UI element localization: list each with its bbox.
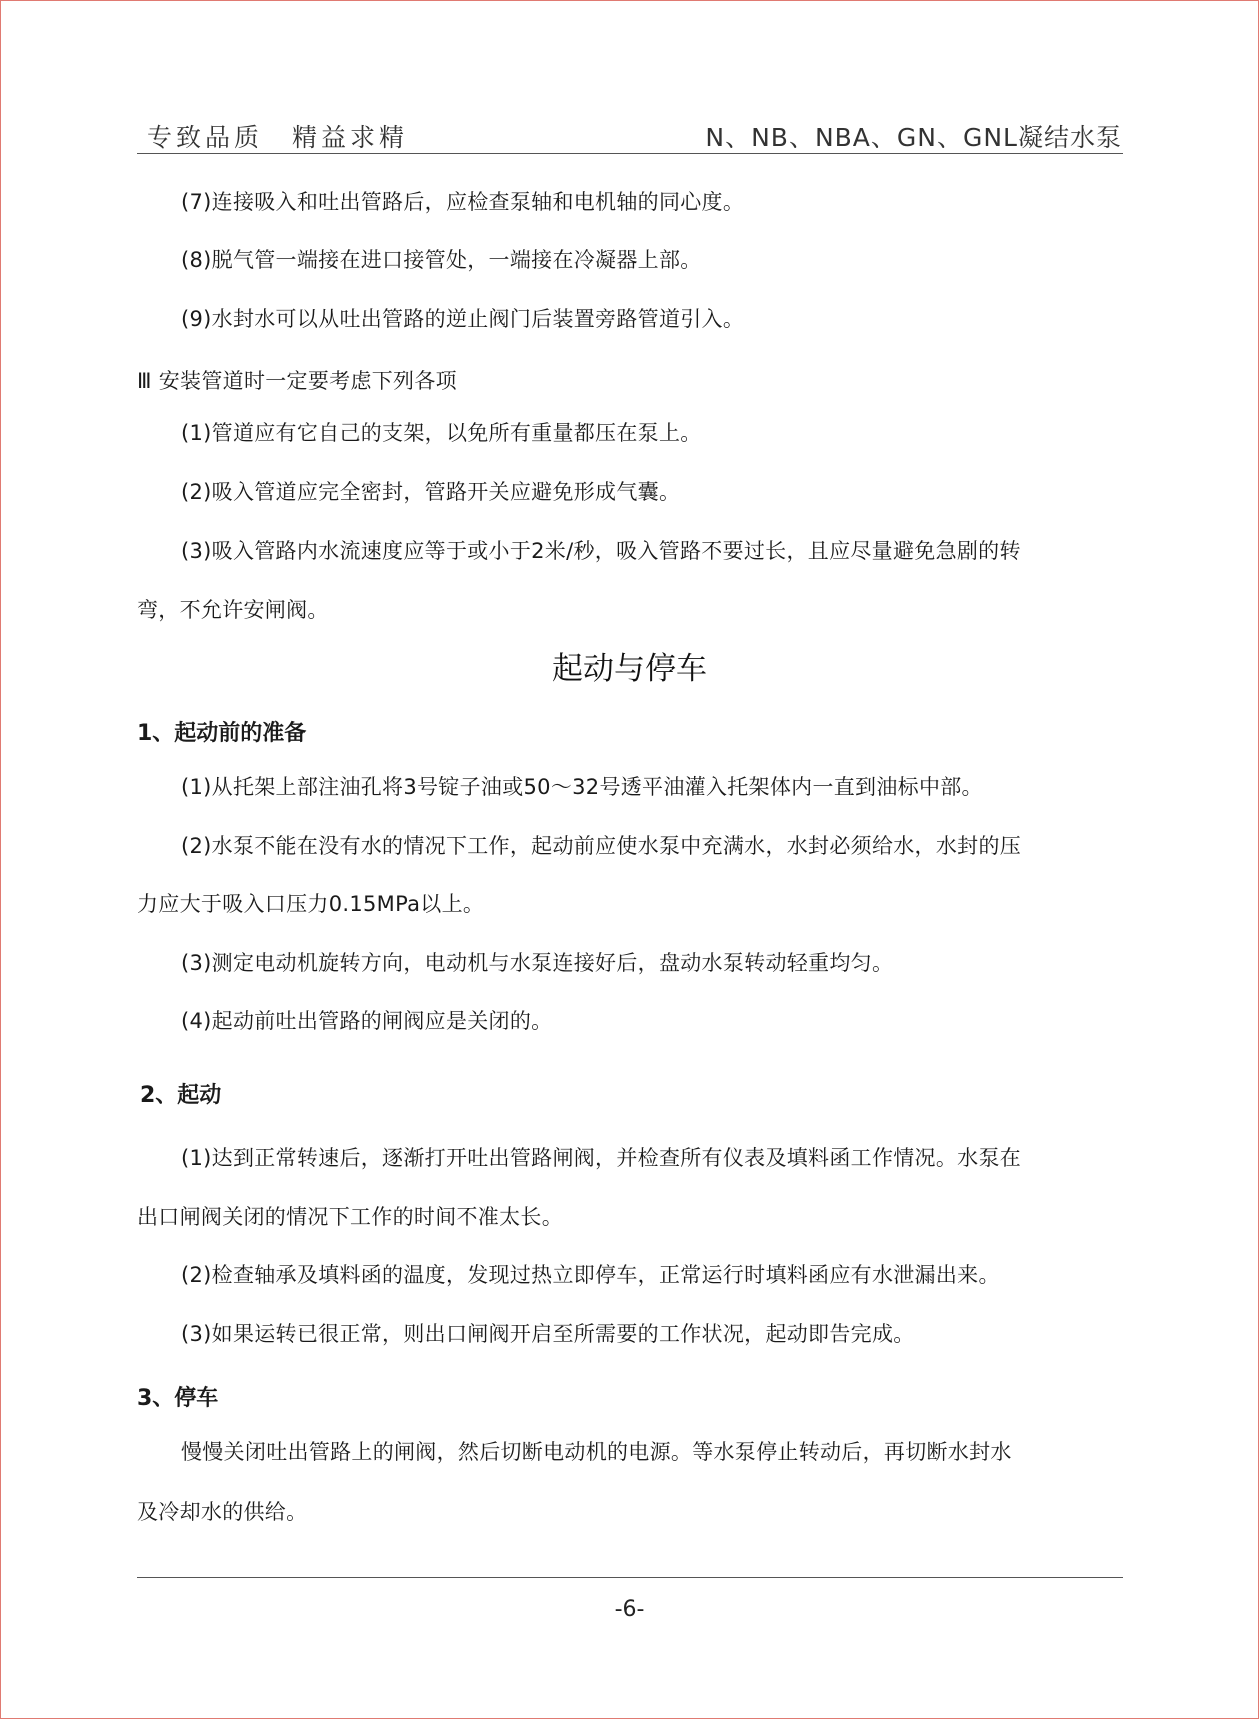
list-item: (1)达到正常转速后，逐渐打开吐出管路闸阀，并检查所有仪表及填料函工作情况。水泵在 — [181, 1146, 1022, 1170]
list-item: (3)测定电动机旋转方向，电动机与水泵连接好后，盘动水泵转动轻重均匀。 — [181, 951, 894, 975]
paragraph-continuation: 及冷却水的供给。 — [137, 1500, 308, 1524]
list-item: (1)管道应有它自己的支架，以免所有重量都压在泵上。 — [181, 421, 702, 445]
page-title: 起动与停车 — [552, 651, 707, 687]
list-item: (2)水泵不能在没有水的情况下工作，起动前应使水泵中充满水，水封必须给水，水封的压 — [181, 834, 1022, 858]
list-item-continuation: 力应大于吸入口压力0.15MPa以上。 — [137, 892, 485, 916]
list-item-continuation: 弯，不允许安闸阀。 — [137, 598, 329, 622]
header-product-name: N、NB、NBA、GN、GNL凝结水泵 — [705, 123, 1122, 152]
header-rule — [137, 153, 1123, 154]
paragraph: 慢慢关闭吐出管路上的闸阀，然后切断电动机的电源。等水泵停止转动后，再切断水封水 — [181, 1440, 1012, 1464]
section-heading: 3、停车 — [137, 1386, 219, 1411]
list-item: (3)吸入管路内水流速度应等于或小于2米/秒，吸入管路不要过长，且应尽量避免急剧的转 — [181, 539, 1021, 563]
section-heading: 2、起动 — [140, 1083, 222, 1108]
list-item-continuation: 出口闸阀关闭的情况下工作的时间不准太长。 — [137, 1205, 563, 1229]
list-item: (3)如果运转已很正常，则出口闸阀开启至所需要的工作状况，起动即告完成。 — [181, 1322, 915, 1346]
list-item: (1)从托架上部注油孔将3号锭子油或50～32号透平油灌入托架体内一直到油标中部。 — [181, 775, 983, 799]
list-item: (4)起动前吐出管路的闸阀应是关闭的。 — [181, 1009, 553, 1033]
list-item: (8)脱气管一端接在进口接管处，一端接在冷凝器上部。 — [181, 248, 702, 272]
section-heading: 1、起动前的准备 — [137, 721, 307, 746]
list-item: (9)水封水可以从吐出管路的逆止阀门后装置旁路管道引入。 — [181, 307, 745, 331]
list-item: (2)检查轴承及填料函的温度，发现过热立即停车，正常运行时填料函应有水泄漏出来。 — [181, 1263, 1000, 1287]
list-item: (7)连接吸入和吐出管路后，应检查泵轴和电机轴的同心度。 — [181, 190, 745, 214]
header-slogan: 专致品质 精益求精 — [147, 123, 409, 152]
page-number: -6- — [614, 1597, 645, 1622]
section-heading: Ⅲ 安装管道时一定要考虑下列各项 — [137, 369, 457, 393]
footer-rule — [137, 1577, 1123, 1578]
list-item: (2)吸入管道应完全密封，管路开关应避免形成气囊。 — [181, 480, 681, 504]
